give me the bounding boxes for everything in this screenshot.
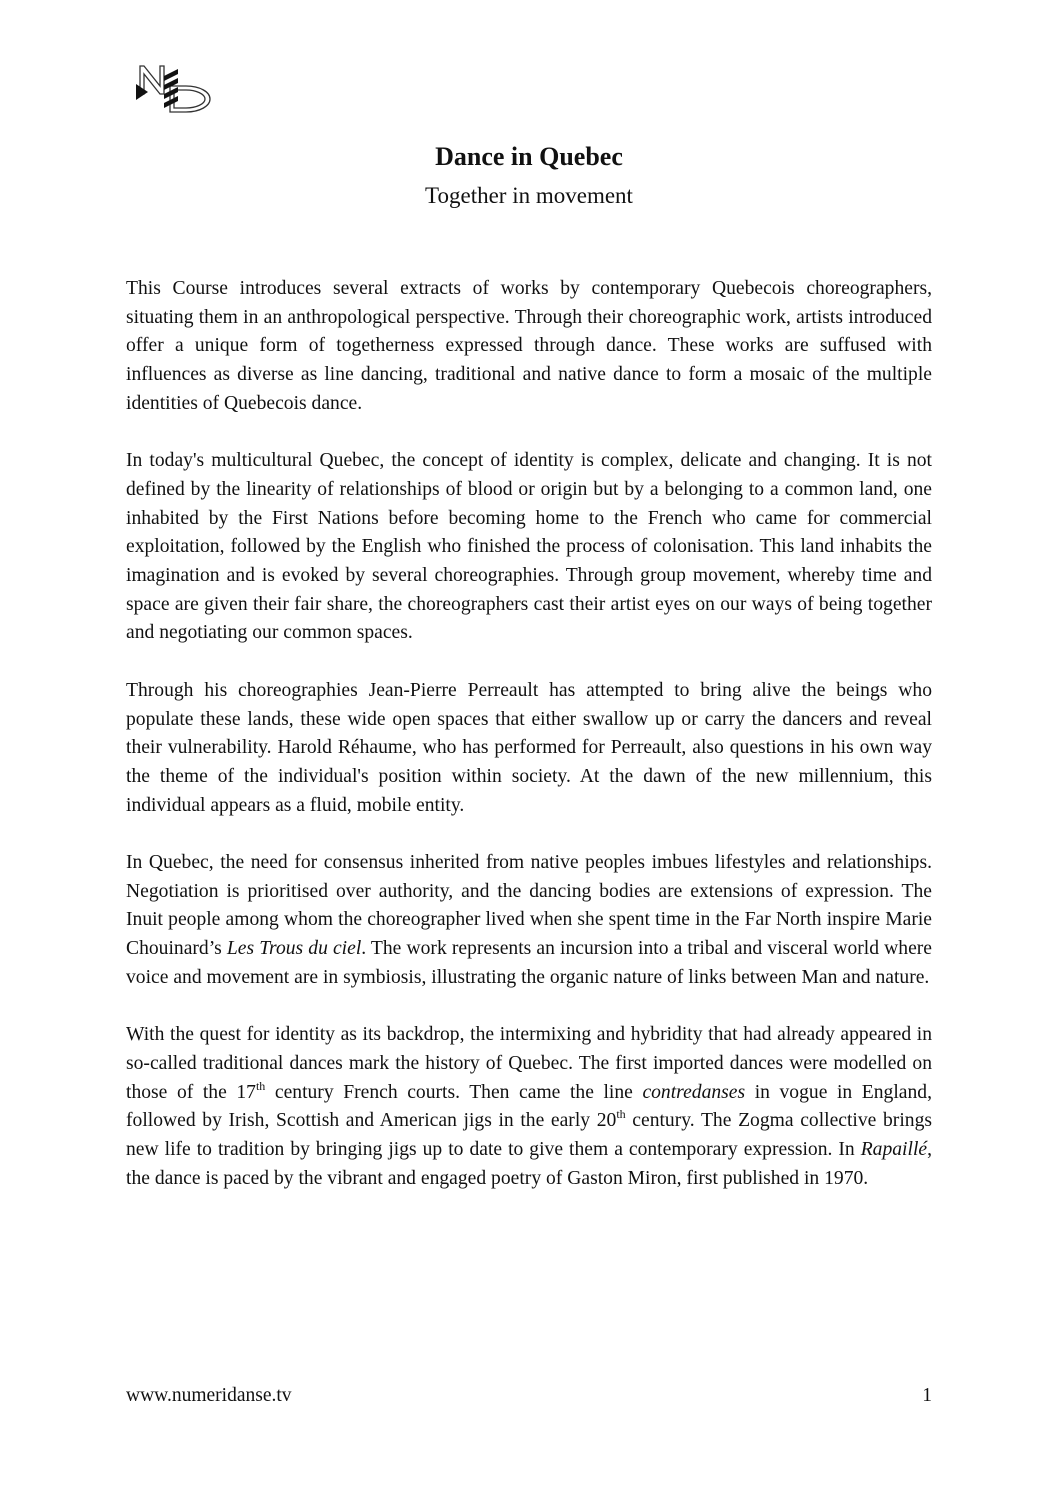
paragraph-1: This Course introduces several extracts of works by contemporary Quebecois choreographers, situating them in an anthropological perspective. Through their choreographic work, artists introduced offer a unique form of togetherness expressed through dance. These works are suffused with influences as diverse as line dancing, traditional and native dance to form a mosaic of the multiple identities of Quebecois dance. [126, 278, 932, 414]
term-contredanses: contredanses [642, 1081, 746, 1103]
numeridanse-logo-icon [134, 64, 214, 116]
paragraph-5 [126, 1021, 932, 1193]
paragraph-4-text-b: . The work represents an incursion into a tribal and visceral world where voice and movement are in symbiosis, illustrating the organic nature of links between Man and nature. [126, 938, 933, 988]
paragraph-2: In today's multicultural Quebec, the concept of identity is complex, delicate and changing. It is not defined by the linearity of relationships of blood or origin but by a belonging to a common land, one inhabited by the First Nations before becoming home to the French who came for commercial exploitation, followed by the English who finished the process of colonisation. This land inhabits the imagination and is evoked by several choreographies. Through group movement, whereby time and space are given their fair share, the choreographers cast their artist eyes on our ways of being together and negotiating our common spaces. [126, 450, 932, 644]
paragraph-3: Through his choreographies Jean-Pierre Perreault has attempted to bring alive the beings who populate these lands, these wide open spaces that either swallow up or carry the dancers and reveal their vulnerability. Harold Réhaume, who has performed for Perreault, also questions in his own way the theme of the individual's position within society. At the dawn of the new millennium, this individual appears as a fluid, mobile entity. [126, 679, 932, 816]
paragraph-5-text-a: With the quest for identity as its backdrop, the intermixing and hybridity that had already appeared in so-called traditional dances mark the history of Quebec. The first imported dances were modelled on those of the 17 [126, 1024, 932, 1103]
footer-url: www.numeridanse.tv [126, 1385, 292, 1406]
paragraph-5-text-d: century. The Zogma collective brings new life to tradition by bringing jigs up to date to give them a contemporary expression. In [126, 1110, 932, 1161]
document-body [126, 275, 932, 1222]
document-title: Dance in Quebec [435, 142, 623, 171]
page-number: 1 [922, 1385, 932, 1406]
ordinal-superscript: th [616, 1107, 626, 1122]
work-title-les-trous-du-ciel: Les Trous du ciel [226, 938, 362, 960]
paragraph-4 [126, 849, 932, 993]
paragraph-4-text-a: In Quebec, the need for consensus inherited from native peoples imbues lifestyles and relationships. Negotiation is prioritised over authority, and the dancing bodies are extensions of expression. The Inuit people among whom the choreographer lived when she spent time in the Far North inspire Marie Chouinard’s [126, 852, 932, 960]
logo [134, 64, 214, 116]
paragraph-5-text-c: in vogue in England, followed by Irish, Scottish and American jigs in the early 20 [126, 1081, 932, 1132]
paragraph-5-text-b: century French courts. Then came the line [265, 1081, 643, 1103]
paragraph-5-text-e: , the dance is paced by the vibrant and engaged poetry of Gaston Miron, first published in 1970. [126, 1139, 932, 1189]
work-title-rapaille: Rapaillé [860, 1139, 928, 1161]
document-subtitle: Together in movement [425, 183, 633, 208]
ordinal-superscript: th [255, 1078, 266, 1093]
